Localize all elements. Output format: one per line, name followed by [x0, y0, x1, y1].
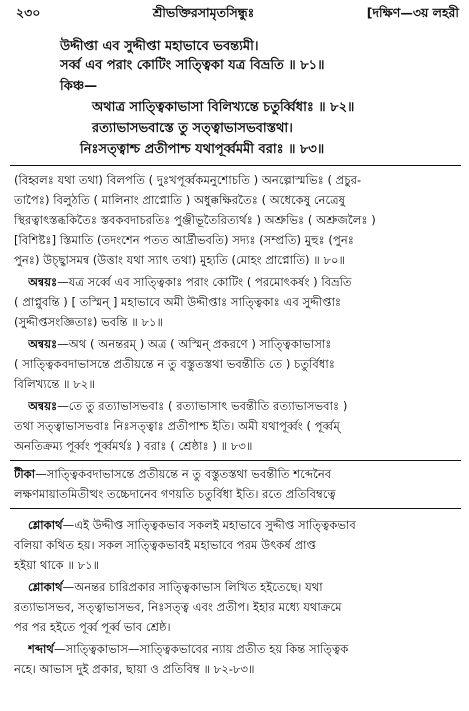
translation-line: হইয়া থাকে ॥ ৮১॥: [14, 558, 100, 572]
divider-tika-top: [10, 460, 461, 461]
verse-81-line-2: সর্ব্ব এব পরাং কোটিং সাত্ত্বিকা যত্র বিভ্রতি ॥ ৮১॥: [60, 58, 325, 73]
translation-line: রত্যাভাসভব, সত্ত্বাভাসভব, নিঃসত্ত্ব এবং প্রতীপ। ইহার মধ্যে যথাক্রমে: [14, 600, 342, 614]
translation-term: শব্দার্থ: [28, 642, 54, 656]
tika-line: টীকা—সাত্ত্বিকবদাভাসন্তে প্রতীয়ন্তে ন তু বস্তুতস্তথা ভবন্তীতি শব্দেনৈব: [14, 467, 332, 481]
verse-83-line-1: রত্যাভাসভবাস্তে তু সত্ত্বাভাসভবাস্তথা।: [92, 121, 293, 136]
anvaya-term: অন্বয়ঃ: [28, 275, 58, 289]
anvaya-line: ( প্রাপ্নুবন্তি ) [ তস্মিন্ ] মহাভাবে অমী উদ্দীপ্তাঃ সাত্ত্বিকাঃ এব সুদ্দীপ্তাঃ: [14, 295, 342, 309]
verse-83-line-2: নিঃসত্ত্বাশ্চ প্রতীপাশ্চ যথাপূর্ব্বমমী বরাঃ ॥ ৮৩॥: [80, 142, 325, 157]
anvaya-term: অন্বয়ঃ: [28, 399, 58, 413]
anvaya-line: তথা সত্ত্বাভাসভবাঃ নিঃসত্ত্বাঃ প্রতীপাশ্চ ইতি। অমী যথাপূর্ব্বং ( পূর্ব্বম্: [14, 419, 340, 433]
anvaya-line: ( সাত্ত্বিকবদাভাসন্তে প্রতীয়ন্তে ন তু বস্তুতস্তথা ভবন্তীতি তে ) চতুর্বিধাঃ: [14, 357, 335, 371]
book-title: শ্রীভক্তিরসামৃতসিন্ধুঃ: [152, 5, 255, 20]
divider-top: [10, 165, 461, 166]
anvaya-line: বিলিখ্যন্তে ॥ ৮২॥: [14, 377, 95, 391]
commentary-line: স্থিরত্বাৎস্তব্ধকিতৈঃ স্তবকবদাচরতিঃ পুঞ্জীভূতৈরিত্যর্থঃ ) অশ্রুভিঃ ( অশ্রুজলৈঃ ): [14, 213, 376, 227]
tika-term: টীকা: [14, 467, 36, 481]
anvaya-term: অন্বয়ঃ: [28, 337, 58, 351]
commentary-line: [বিশিষ্টঃ] স্তিমাতি (তদংশেন পতত আর্দ্রীভবতি) সদ্যঃ (সম্প্রতি) মুহুঃ (পুনঃ: [14, 233, 354, 247]
translation-line: নহে। আভাস দুই প্রকার, ছায়া ও প্রতিবিম্ব ॥ ৮২-৮৩॥: [14, 662, 255, 676]
tika-line: লক্ষণমায়াতমিতীত্থং তচ্চেদানেব গণয়তি চতুর্বিধা ইতি। রতে প্রতিবিম্বত্বে: [14, 487, 336, 501]
translation-term: শ্লোকার্থ: [28, 580, 63, 594]
translation-line: শব্দার্থ—সাত্ত্বিকাভাস—সাত্ত্বিকভাবের ন্যায় প্রতীত হয় কিন্ত সাত্ত্বিক: [28, 642, 349, 656]
anvaya-line: অন্বয়ঃ—অথ ( অনন্তরম্ ) অত্র ( অস্মিন্ প্রকরণে ) সাত্ত্বিকাভাসাঃ: [28, 337, 332, 351]
kincha-label: কিঞ্চ—: [60, 79, 98, 94]
anvaya-line: অন্বয়ঃ—যত্র সর্ব্বে এব সাত্ত্বিকাঃ পরাং কোটিং ( পরমোৎকর্ষং ) বিভ্রতি: [28, 275, 352, 289]
commentary-line: পুনঃ) উচ্ছ্বাসমন্ব (উত্তাং যথা স্যাৎ তথা) মুহ্যতি (মোহং প্রাপ্নোতি) ॥ ৮০॥: [14, 253, 346, 267]
translation-line: বলিয়া কথিত হয়। সকল সাত্ত্বিকভাবই মহাভাবে পরম উৎকর্ষ প্রাপ্ত: [14, 538, 317, 552]
anvaya-line: অনতিক্রম্য পূর্ব্বং পূর্ব্বমর্থঃ ) বরাঃ ( শ্রেষ্ঠাঃ ) ॥ ৮৩॥: [14, 439, 253, 453]
page-number: ২৩০: [16, 5, 41, 20]
commentary-line: (বিহ্বলঃ যথা তথা) বিলপতি ( দুঃখপূর্ব্বকমনুশোচতি ) অনল্পোস্মভিঃ ( প্রচুর-: [14, 173, 362, 187]
divider-tika-bottom: [10, 508, 461, 509]
page-header: [16, 6, 459, 24]
translation-term: শ্লোকার্থ: [28, 518, 63, 532]
verse-81-line-1: উদ্দীপ্তা এব সুদ্দীপ্তা মহাভাবে ভবন্ত্যমী।: [60, 39, 259, 54]
translation-line: শ্লোকার্থ—অনন্তর চারিপ্রকার সাত্ত্বিকাভাস লিখিত হইতেছে। যথা: [28, 580, 323, 594]
translation-line: শ্লোকার্থ—এই উদ্দীপ্ত সাত্ত্বিকভাব সকলই মহাভাবে সুদ্দীপ্ত সাত্ত্বিকভাব: [28, 518, 356, 532]
anvaya-line: (সুদ্দীপ্তসংজ্ঞিতাঃ) ভবন্তি ॥ ৮১॥: [14, 315, 164, 329]
translation-line: পর পর হইতে পূর্ব্ব পূর্ব্ব ভাব শ্রেষ্ঠ।: [14, 620, 171, 634]
section-label: [দক্ষিণ—৩য় লহরী: [366, 5, 459, 20]
commentary-line: তাপৈঃ) বিলুঠতি ( মালিনাং প্রাপ্নোতি ) অধুক্কক্ষিরতৈঃ ( অধেকেষু নেত্রেষু: [14, 193, 346, 207]
verse-82: অথাত্র সাত্ত্বিকাভাসা বিলিখ্যন্তে চতুর্ব্বিধাঃ ॥ ৮২॥: [92, 100, 355, 115]
anvaya-line: অন্বয়ঃ—তে তু রত্যাভাসভবাঃ ( রত্যাভাসাৎ ভবন্তীতি রত্যাভাসভবাঃ ): [28, 399, 348, 413]
